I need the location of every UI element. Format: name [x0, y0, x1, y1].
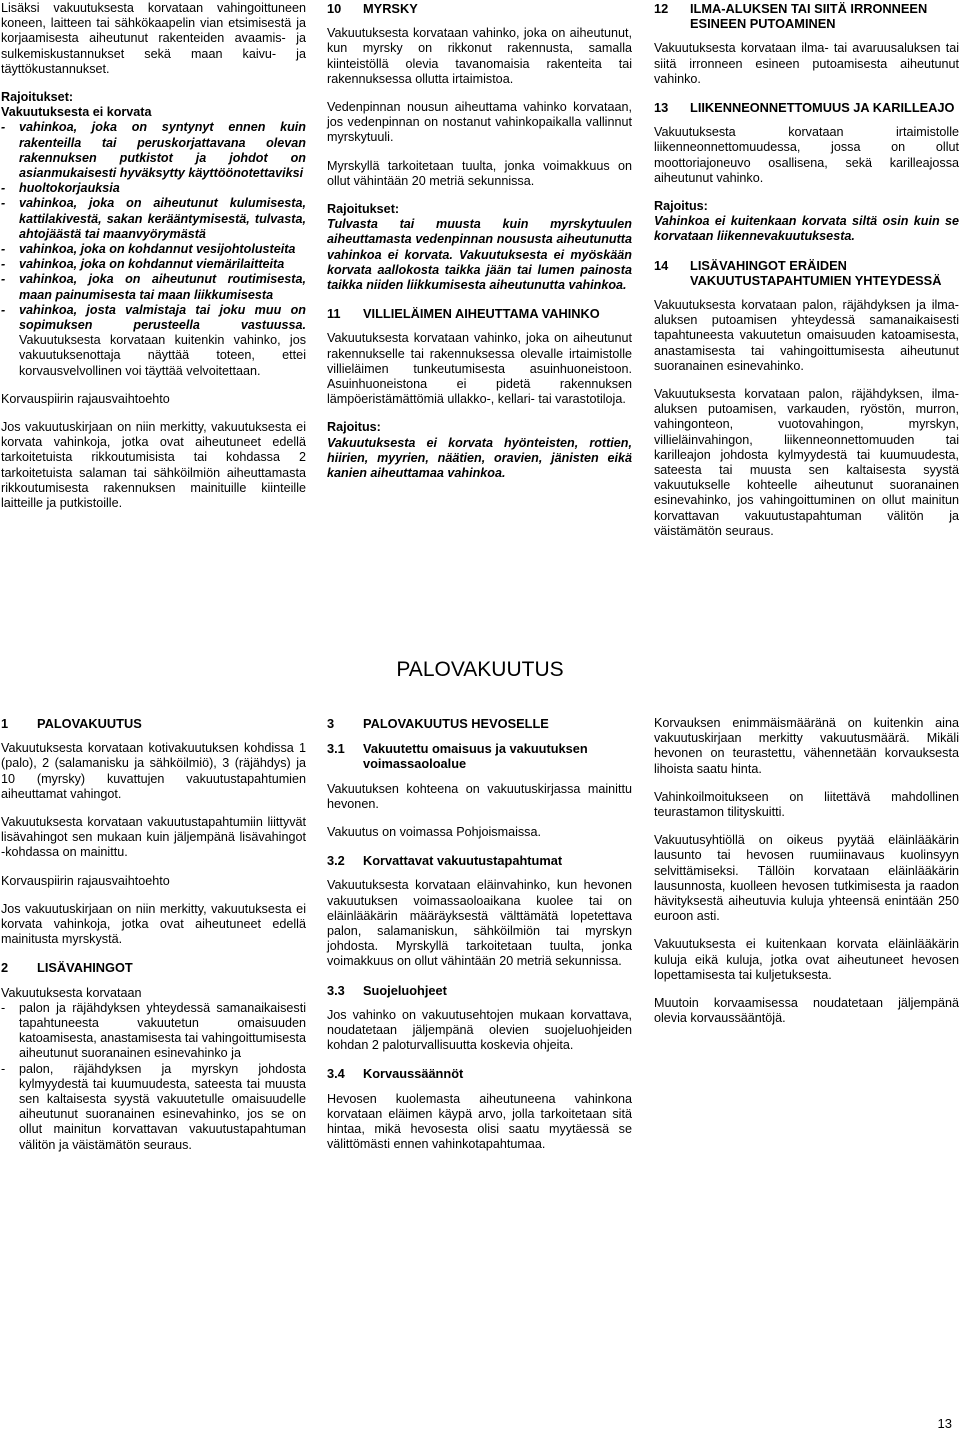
list-item: [1, 196, 306, 242]
paragraph: Vakuutuksesta korvataan vahinko, joka on aiheutunut, kun myrsky on rikkonut rakennusta, samalla kiinteistöllä olevia tavanomaisia rakenteita tai rakennuksessa ollutta irtaimistoa.: [327, 26, 632, 86]
section-number: 12: [654, 1, 669, 16]
restrictions-list: [1, 120, 306, 378]
list-item: [1, 257, 306, 272]
restriction-text: Vakuutuksesta ei korvata hyönteisten, rottien, hiirien, myyrien, näätien, oravien, jänisten eikä kanien aiheuttamaa vahinkoa.: [327, 435, 632, 481]
list-item: [1, 303, 306, 379]
paragraph: Vakuutusyhtiöllä on oikeus pyytää eläinlääkärin lausunto tai hevosen ruumiinavaus kuolinsyyn selvittämiseksi. Tällöin korvataan eläinlääkärin lausunnosta, kuolleen hevosen tutkimisesta ja raadon hävityksestä aiheutuvia kuluja yhteensä enintään 250 euroon asti.: [654, 833, 959, 924]
column-5: [327, 716, 632, 1165]
paragraph: Korvauksen enimmäismääränä on kuitenkin aina vakuutuskirjaan merkitty vakuutusmäärä. Mikäli hevonen on teurastettu, vähennetään korvauksesta lihoista saatu hinta.: [654, 716, 959, 776]
column-6: [654, 716, 959, 1039]
paragraph: Vakuutuksesta korvataan kotivakuutuksen kohdissa 1 (palo), 2 (salamanisku ja sähköilmiö), 3 (räjähdys) ja 10 (myrsky) kuvattujen vakuutustapahtumien aiheuttamat vahingot.: [1, 741, 306, 801]
section-14-heading: [654, 258, 959, 288]
list-item-text: vahinkoa, joka on kohdannut vesijohtolusteita: [19, 242, 296, 257]
list-item-text: vahinkoa, joka on aiheutunut kulumisesta, kattilakivestä, sakan kerääntymisestä, tulvasta, ahtojäästä tai maanvyörymästä: [19, 196, 306, 241]
section-3-4-heading: [327, 1066, 632, 1081]
list-item-text: vahinkoa, josta valmistaja tai joku muu on sopimuksen perusteella vastuussa.: [19, 302, 306, 333]
section-title: PALOVAKUUTUS HEVOSELLE: [363, 716, 549, 731]
section-3-3-heading: [327, 983, 632, 998]
list-dash: -: [1, 242, 6, 257]
list-dash: -: [1, 181, 6, 196]
list-dash: -: [1, 302, 6, 317]
list-item-text: vahinkoa, joka on aiheutunut routimisesta, maan painumisesta tai maan liikkumisesta: [19, 272, 306, 302]
section-12-heading: [654, 1, 959, 31]
paragraph: Vakuutuksesta korvataan vahinko, joka on aiheutunut rakennukselle tai rakennuksessa olevalle irtaimistolle villieläimen tunkeutumisesta asuinhuoneistoon. Asuinhuoneistona ei pidetä rakennuksen lämpöeristämättömiä ullakko-, kellari- tai varastotiloja.: [327, 331, 632, 407]
list-dash: -: [1, 272, 6, 287]
list-dash: -: [1, 257, 6, 272]
column-1: [1, 1, 306, 524]
section-number: 3.2: [327, 853, 345, 869]
list-dash: -: [1, 196, 6, 211]
district-heading: Korvauspiirin rajausvaihtoehto: [1, 873, 170, 888]
paragraph: Vakuutuksesta korvataan irtaimistolle liikenneonnettomuudessa, jossa on ollut moottoriajoneuvo osallisena, sekä karilleajossa aiheutunut vahinko.: [654, 125, 959, 185]
paragraph: Myrskyllä tarkoitetaan tuulta, jonka voimakkuus on ollut vähintään 20 metriä sekunnissa.: [327, 158, 632, 188]
section-number: 14: [654, 257, 669, 273]
section-title: Korvaussäännöt: [363, 1066, 464, 1082]
paragraph: Vakuutuksesta korvataan palon, räjähdyksen ja ilma-aluksen putoamisen yhteydessä samanaikaisesti tapahtuneesta vakuutetun omaisuuden katoamisesta, anastamisesta tai vahingoittumisesta aiheutunut suoranainen esinevahinko.: [654, 298, 959, 373]
section-2-heading: [1, 960, 306, 975]
paragraph: Vahinkoilmoitukseen on liitettävä mahdollinen teurastamon tilityskuitti.: [654, 789, 959, 820]
list-item-text-last: [19, 303, 306, 379]
list-item-text: vahinkoa, joka on kohdannut viemärilaitteita: [19, 257, 285, 272]
restriction-text: Vahinkoa ei kuitenkaan korvata siltä osin kuin se korvataan liikennevakuutuksesta.: [654, 214, 959, 244]
list-dash: -: [1, 1000, 6, 1015]
district-paragraph: Jos vakuutuskirjaan on niin merkitty, vakuutuksesta ei korvata vahinkoja, jotka ovat aiheutuneet edellä tarkoitetuista rikkoutumisista tai kohdassa 2 tarkoitetuista salaman tai sähköilmiön aiheuttamasta rikkoutumisesta rakennuksen mainituille kiinteille laitteille ja putkistoille.: [1, 420, 306, 511]
list-item: [1, 181, 306, 196]
section-title: Korvattavat vakuutustapahtumat: [363, 853, 563, 869]
section-title: VILLIELÄIMEN AIHEUTTAMA VAHINKO: [363, 306, 600, 322]
section-title: LISÄVAHINGOT ERÄIDEN VAKUUTUSTAPAHTUMIEN YHTEYDESSÄ: [690, 257, 942, 288]
section-number: 3: [327, 716, 335, 731]
section-title: LIIKENNEONNETTOMUUS JA KARILLEAJO: [690, 100, 955, 116]
list-dash: -: [1, 1061, 6, 1076]
restriction-label: Rajoitus:: [654, 199, 708, 214]
intro-paragraph: Lisäksi vakuutuksesta korvataan vahingoittuneen koneen, laitteen tai sähkökaapelin vian etsimisestä ja korjaamisesta aiheutunut rakenteiden avaamis- ja sulkemiskustannukset sekä maan kaivu- ja täyttökustannukset.: [1, 1, 306, 76]
additional-damage-list: [1, 1001, 306, 1153]
list-item: [1, 272, 306, 302]
section-13-heading: [654, 100, 959, 115]
section-3-heading: [327, 716, 632, 731]
section-number: 3.4: [327, 1066, 345, 1082]
section-title: Vakuutettu omaisuus ja vakuutuksen voimassaoloalue: [363, 741, 588, 772]
restriction-label: Rajoitus:: [327, 420, 381, 435]
column-4: [1, 716, 306, 1166]
section-title: PALOVAKUUTUS: [37, 716, 142, 731]
section-title: LISÄVAHINGOT: [37, 960, 133, 976]
paragraph: Vakuutuksen kohteena on vakuutuskirjassa mainittu hevonen.: [327, 781, 632, 811]
restrictions-lead: Vakuutuksesta ei korvata: [1, 105, 152, 120]
section-title: ILMA-ALUKSEN TAI SIITÄ IRRONNEEN ESINEEN PUTOAMINEN: [690, 1, 928, 32]
restrictions-tail: Vakuutuksesta korvataan kuitenkin vahinko, jos vakuutuksenottaja näyttää toteen, ettei korvausvelvollinen voi täyttää velvoitettaan.: [19, 333, 306, 378]
section-heading: PALOVAKUUTUS: [396, 658, 564, 681]
paragraph: Vakuutuksesta korvataan eläinvahinko, kun hevonen vakuutuksen voimassaoloaikana kuolee tai on eläinlääkärin määräyksestä välttämätä lopetettava palon, salamaniskun, sähköilmiön tai myrskyn johdosta. Myrskyllä tarkoitetaan tuulta, jonka voimakkuus on ollut vähintään 20 metriä sekunnissa.: [327, 878, 632, 969]
list-item-text: palon, räjähdyksen ja myrskyn johdosta kylmyydestä tai kuumuudesta, sateesta tai muusta sen kaltaisesta syystä vakuutetulle omaisuudelle aiheutunut suoranainen esinevahinko, jos se on ollut mainitun korvattavan vakuutustapahtuman välitön ja väistämätön seuraus.: [19, 1061, 306, 1152]
page-number: 13: [937, 1416, 952, 1431]
paragraph: Muutoin korvaamisessa noudatetaan jäljempänä olevia korvaussääntöjä.: [654, 996, 959, 1026]
paragraph: Vakuutuksesta korvataan palon, räjähdyksen, ilma-aluksen putoamisen, varkauden, ryöstön, murron, vahingonteon, vuotovahingon, myrskyn, villieläinvahingon, liikenneonnettomuuden tai karilleajon johdosta kylmyydestä tai kuumuudesta, sateesta tai muusta sen kaltaisesta syystä vakuutukselle kohteelle aiheutunut suoranainen esinevahinko, jos vahingoittuminen on ollut mainitun korvattavan vakuutustapahtuman välitön ja väistämätön seuraus.: [654, 387, 959, 538]
section-title: Suojeluohjeet: [363, 982, 447, 998]
paragraph: Vakuutuksesta korvataan vakuutustapahtumiin liittyvät lisävahingot sen mukaan kuin jäljempänä lisävahingot -kohdassa on mainittu.: [1, 815, 306, 860]
restrictions-label: Rajoitukset:: [327, 202, 400, 217]
column-2: [327, 1, 632, 494]
list-item: [1, 1062, 306, 1153]
section-11-heading: [327, 306, 632, 321]
paragraph: Jos vahinko on vakuutusehtojen mukaan korvattava, noudatetaan jäljempänä olevien suojeluohjeiden kohdan 2 paloturvallisuutta koskevia ohjeita.: [327, 1007, 632, 1053]
column-3: [654, 1, 959, 552]
paragraph: Vakuutuksesta korvataan ilma- tai avaruusaluksen tai siitä irronneen esineen putoamisesta aiheutunut vahinko.: [654, 41, 959, 86]
paragraph: Hevosen kuolemasta aiheutuneena vahinkona korvataan eläimen käypä arvo, jolla tarkoitetaan sitä hintaa, mikä hevosesta olisi saatu myytäessä se välittömästi ennen vahinkotapahtumaa.: [327, 1091, 632, 1152]
list-item-text: huoltokorjauksia: [19, 181, 120, 196]
list-item-text: vahinkoa, joka on syntynyt ennen kuin rakenteilla tai peruskorjattavana olevan rakennuksen putkistot ja johdot on asianmukaisesti hyväksytty käyttöönotettaviksi: [19, 120, 306, 181]
restrictions-label: Rajoitukset:: [1, 90, 74, 105]
section-3-1-heading: [327, 741, 632, 771]
paragraph: Vedenpinnan nousun aiheuttama vahinko korvataan, jos vedenpinnan on nostanut vahinkopaikalla vallinnut myrskytuuli.: [327, 100, 632, 145]
section-3-2-heading: [327, 853, 632, 868]
section-number: 13: [654, 100, 669, 116]
restrictions-text: Tulvasta tai muusta kuin myrskytuulen aiheuttamasta vedenpinnan noususta aiheutunutta vahinkoa ei korvata. Vakuutuksesta ei myöskään korvata aallokosta taikka jään tai lumen painosta taikka niiden liikkumisesta aiheutunutta vahinkoa.: [327, 217, 632, 293]
paragraph: Vakuutuksesta ei kuitenkaan korvata eläinlääkärin kuluja eikä kuluja, jotka ovat aiheutuneet hevosen lopettamisesta tai kuljetuksesta.: [654, 937, 959, 982]
list-item-text: palon ja räjähdyksen yhteydessä samanaikaisesti tapahtuneesta vakuutetun omaisuuden katoamisesta, anastamisesta tai vahingoittumisesta aiheutunut suoranainen esinevahinko ja: [19, 1000, 306, 1061]
list-item: [1, 1001, 306, 1062]
section-number: 2: [1, 960, 9, 976]
list-dash: -: [1, 120, 6, 135]
section-number: 1: [1, 716, 9, 731]
list-item: [1, 120, 306, 181]
district-paragraph: Jos vakuutuskirjaan on niin merkitty, vakuutuksesta ei korvata vahinkoja, jotka ovat aiheutuneet edellä mainitusta myrskystä.: [1, 901, 306, 947]
list-lead: Vakuutuksesta korvataan: [1, 985, 142, 1000]
list-item: [1, 242, 306, 257]
district-heading: Korvauspiirin rajausvaihtoehto: [1, 391, 170, 406]
section-number: 3.3: [327, 982, 345, 998]
section-title: MYRSKY: [363, 1, 418, 16]
paragraph: Vakuutus on voimassa Pohjoismaissa.: [327, 825, 541, 840]
section-1-heading: [1, 716, 306, 731]
section-number: 3.1: [327, 741, 345, 757]
section-10-heading: [327, 1, 632, 16]
section-number: 10: [327, 1, 342, 16]
section-number: 11: [327, 306, 341, 322]
